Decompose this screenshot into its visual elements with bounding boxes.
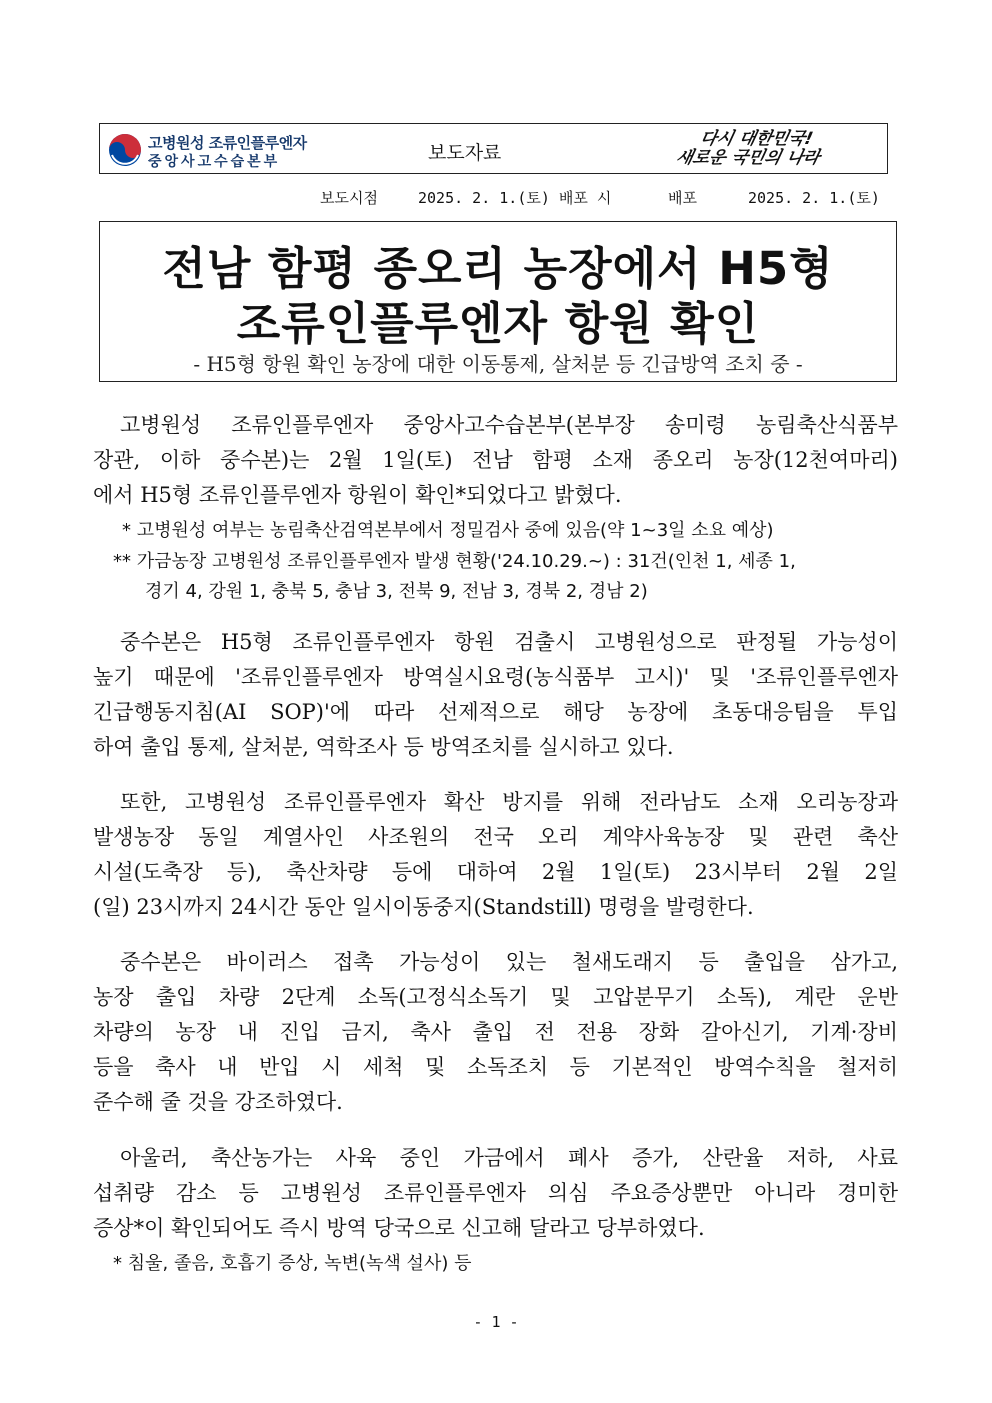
slogan-line1: 다시 대한민국! [698,129,815,149]
paragraph-line: 섭취량 감소 등 고병원성 조류인플루엔자 의심 주요증상뿐만 아니라 경미한 [93,1181,898,1205]
paragraph-3 [93,785,898,925]
paragraph-line: 시설(도축장 등), 축산차량 등에 대하여 2월 1일(토) 23시부터 2월 2일 [93,860,898,884]
release-time-label: 보도시점 [320,189,378,207]
headline-line2: 조류인플루엔자 항원 확인 [236,297,760,350]
header-box [99,123,888,174]
paragraph-line: 긴급행동지침(AI SOP)'에 따라 선제적으로 해당 농장에 초동대응팀을 투입 [93,700,898,724]
page-number: - 1 - [473,1313,519,1331]
paragraph-line: 중수본은 바이러스 접촉 가능성이 있는 철새도래지 등 출입을 삼가고, [120,950,898,974]
paragraph-line: 높기 때문에 '조류인플루엔자 방역실시요령(농식품부 고시)' 및 '조류인플루엔자 [93,665,898,689]
paragraph-line: 증상*이 확인되어도 즉시 방역 당국으로 신고해 달라고 당부하였다. [93,1216,705,1240]
paragraph-line: 등을 축사 내 반입 시 세척 및 소독조치 등 기본적인 방역수칙을 철저히 [93,1055,898,1079]
paragraph-line: 중수본은 H5형 조류인플루엔자 항원 검출시 고병원성으로 판정될 가능성이 [120,630,898,654]
paragraph-line: 차량의 농장 내 진입 금지, 축사 출입 전 전용 장화 갈아신기, 기계·장비 [93,1020,898,1044]
paragraph-line: 고병원성 조류인플루엔자 중앙사고수습본부(본부장 송미령 농림축산식품부 [120,413,898,437]
paragraph-4 [93,945,898,1120]
paragraph-line: 준수해 줄 것을 강조하였다. [93,1090,343,1114]
subtitle: - H5형 항원 확인 농장에 대한 이동통제, 살처분 등 긴급방역 조치 중 - [193,352,803,376]
title-box [99,221,897,382]
footnote-2-line2: 경기 4, 강원 1, 충북 5, 충남 3, 전북 9, 전남 3, 경북 2, 경남 2) [145,581,648,602]
paragraph-line: 또한, 고병원성 조류인플루엔자 확산 방지를 위해 전라남도 소재 오리농장과 [120,790,898,814]
paragraph-5 [93,1141,898,1246]
taegeuk-emblem-icon [108,133,142,167]
footnote-3: * 침울, 졸음, 호흡기 증상, 녹변(녹색 설사) 등 [113,1253,472,1274]
headline-line1: 전남 함평 종오리 농장에서 H5형 [162,242,834,295]
distribution-value: 2025. 2. 1.(토) [748,189,880,207]
paragraph-line: 아울러, 축산농가는 사육 중인 가금에서 폐사 증가, 산란율 저하, 사료 [120,1146,898,1170]
footnote-2-line1: ** 가금농장 고병원성 조류인플루엔자 발생 현황('24.10.29.~) : 31건(인천 1, 세종 1, [113,551,796,572]
footnote-1: * 고병원성 여부는 농림축산검역본부에서 정밀검사 중에 있음(약 1~3일 소요 예상) [122,520,774,541]
paragraph-line: 농장 출입 차량 2단계 소독(고정식소독기 및 고압분무기 소독), 계란 운반 [93,985,898,1009]
distribution-label: 배포 [668,189,697,207]
document-type: 보도자료 [428,142,502,164]
paragraph-1 [93,408,898,513]
paragraph-line: 에서 H5형 조류인플루엔자 항원이 확인*되었다고 밝혔다. [93,483,622,507]
paragraph-line: 장관, 이하 중수본)는 2월 1일(토) 전남 함평 소재 종오리 농장(12천여마리) [93,448,898,472]
agency-name-line1: 고병원성 조류인플루엔자 [148,134,307,152]
agency-logo [108,130,344,170]
government-slogan [665,128,884,172]
agency-name-line2: 중앙사고수습본부 [148,154,281,170]
paragraph-line: 하여 출입 통제, 살처분, 역학조사 등 방역조치를 실시하고 있다. [93,735,674,759]
paragraph-line: (일) 23시까지 24시간 동안 일시이동중지(Standstill) 명령을 발령한다. [93,895,754,919]
paragraph-2 [93,625,898,765]
slogan-line2: 새로운 국민의 나라 [674,148,822,168]
paragraph-line: 발생농장 동일 계열사인 사조원의 전국 오리 계약사육농장 및 관련 축산 [93,825,898,849]
release-time-value: 2025. 2. 1.(토) 배포 시 [418,189,612,207]
